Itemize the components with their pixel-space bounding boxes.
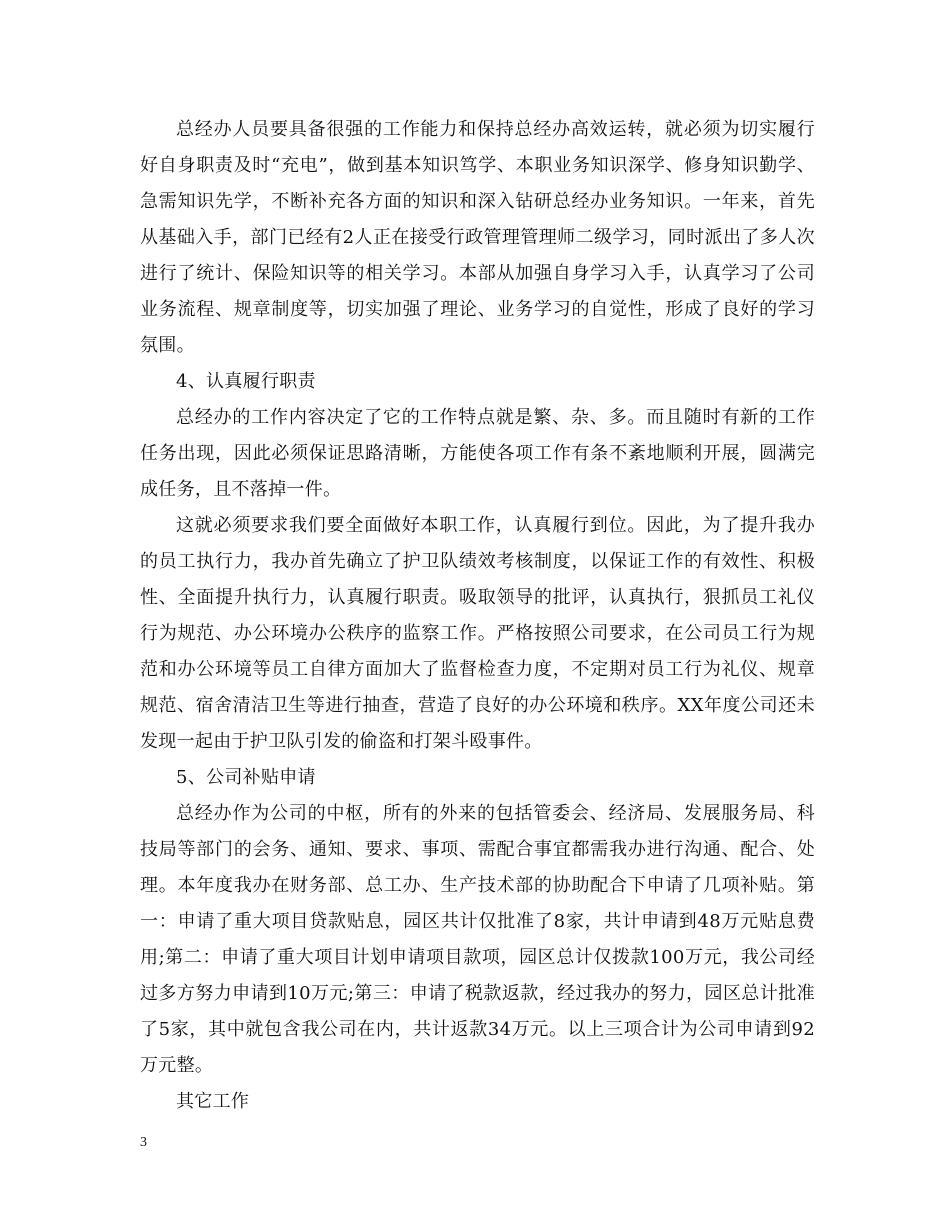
paragraph-training: 总经办人员要具备很强的工作能力和保持总经办高效运转，就必须为切实履行好自身职责及时“充电”，做到基本知识笃学、本职业务知识深学、修身知识勤学、急需知识先学，不断补充各方面的知识和深入钻研总经办业务知识。一年来，首先从基础入手，部门已经有2人正在接受行政管理管理师二级学习，同时派出了多人次进行了统计、保险知识等的相关学习。本部从加强自身学习入手，认真学习了公司业务流程、规章制度等，切实加强了理论、业务学习的自觉性，形成了良好的学习氛围。 — [140, 119, 815, 356]
section-heading-duties: 4、认真履行职责 — [176, 371, 316, 392]
page-number: 3 — [140, 1135, 147, 1150]
paragraph-subsidy: 总经办作为公司的中枢，所有的外来的包括管委会、经济局、发展服务局、科技局等部门的会务、通知、要求、事项、需配合事宜都需我办进行沟通、配合、处理。本年度我办在财务部、总工办、生产技术部的协助配合下申请了几项补贴。第一：申请了重大项目贷款贴息，园区共计仅批准了8家，共计申请到48万元贴息费用;第二：申请了重大项目计划申请项目款项，园区总计仅拨款100万元，我公司经过多方努力申请到10万元;第三：申请了税款返款，经过我办的努力，园区总计批准了5家，其中就包含我公司在内，共计返款34万元。以上三项合计为公司申请到92万元整。 — [140, 803, 815, 1076]
paragraph-execution: 这就必须要求我们要全面做好本职工作，认真履行到位。因此，为了提升我办的员工执行力，我办首先确立了护卫队绩效考核制度，以保证工作的有效性、积极性、全面提升执行力，认真履行职责。吸取领导的批评，认真执行，狠抓员工礼仪行为规范、办公环境办公秩序的监察工作。严格按照公司要求，在公司员工行为规范和办公环境等员工自律方面加大了监督检查力度，不定期对员工行为礼仪、规章规范、宿舍清洁卫生等进行抽查，营造了良好的办公环境和秩序。XX年度公司还未发现一起由于护卫队引发的偷盗和打架斗殴事件。 — [140, 515, 815, 752]
paragraph-work-characteristics: 总经办的工作内容决定了它的工作特点就是繁、杂、多。而且随时有新的工作任务出现，因此必须保证思路清晰，方能使各项工作有条不紊地顺利开展，圆满完成任务，且不落掉一件。 — [140, 407, 815, 500]
document-body — [140, 112, 815, 1120]
section-heading-other-work: 其它工作 — [176, 1091, 250, 1112]
section-heading-subsidy: 5、公司补贴申请 — [176, 767, 316, 788]
